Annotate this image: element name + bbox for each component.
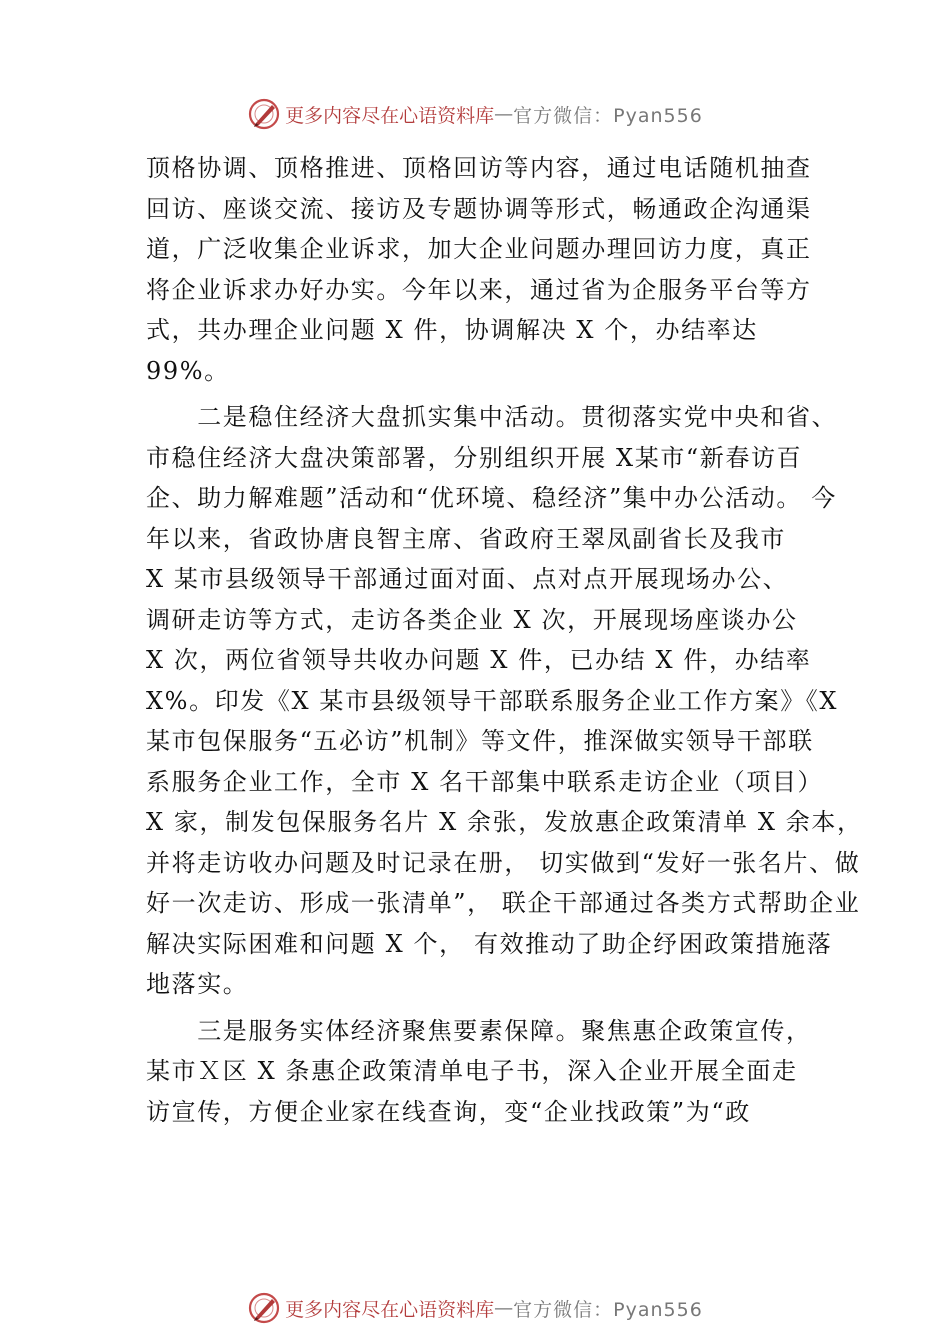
text-line: 解决实际困难和问题 X 个， 有效推动了助企纾困政策措施落 <box>146 929 833 958</box>
text-line: 系服务企业工作，全市 X 名干部集中联系走访企业（项目） <box>146 767 824 796</box>
pen-seal-icon <box>247 1291 281 1325</box>
text-line: X 某市县级领导干部通过面对面、点对点开展现场办公、 <box>146 565 789 593</box>
watermark-separator: — <box>494 103 514 125</box>
text-line: 顶格协调、顶格推进、顶格回访等内容，通过电话随机抽查 <box>146 154 812 182</box>
text-line: 道，广泛收集企业诉求，加大企业问题办理回访力度，真正 <box>146 235 812 263</box>
text-line: 调研走访等方式，走访各类企业 X 次，开展现场座谈办公 <box>146 605 798 634</box>
paragraph-start-line: 二是稳住经济大盘抓实集中活动。贯彻落实党中央和省、 <box>146 403 838 431</box>
text-line: X 家，制发包保服务名片 X 余张，发放惠企政策清单 X 余本， <box>146 808 863 836</box>
text-line: 99%。 <box>146 356 230 385</box>
document-body <box>146 148 863 1132</box>
watermark-contact: 官方微信：Pyan556 <box>513 1298 703 1321</box>
paragraph-start-line: 三是服务实体经济聚焦要素保障。聚焦惠企政策宣传， <box>146 1016 812 1045</box>
watermark-separator: — <box>494 1297 514 1319</box>
text-line: X 次，两位省领导共收办问题 X 件，已办结 X 件，办结率 <box>146 646 812 674</box>
text-line: 地落实。 <box>146 970 249 998</box>
text-line: 好一次走访、形成一张清单”， 联企干部通过各类方式帮助企业 <box>146 889 861 917</box>
text-line: 访宣传，方便企业家在线查询，变“企业找政策”为“政 <box>146 1097 751 1126</box>
text-line: 式，共办理企业问题 X 件，协调解决 X 个，办结率达 <box>146 316 758 344</box>
text-line: 某市Ｘ区 X 条惠企政策清单电子书，深入企业开展全面走 <box>146 1057 798 1085</box>
text-line: 回访、座谈交流、接访及专题协调等形式，畅通政企沟通渠 <box>146 194 812 223</box>
pen-seal-icon <box>247 97 281 131</box>
watermark-contact: 官方微信：Pyan556 <box>513 104 703 127</box>
header-watermark <box>0 94 950 134</box>
text-line: 年以来，省政协唐良智主席、省政府王翠凤副省长及我市 <box>146 524 786 553</box>
text-line: 市稳住经济大盘决策部署，分别组织开展 X某市“新春访百 <box>146 443 803 472</box>
text-line: X%。印发《X 某市县级领导干部联系服务企业工作方案》《X <box>146 686 839 715</box>
watermark-brand: 更多内容尽在心语资料库 <box>285 104 495 127</box>
watermark-brand: 更多内容尽在心语资料库 <box>285 1298 495 1321</box>
text-line: 某市包保服务“五必访”机制》等文件，推深做实领导干部联 <box>146 727 814 755</box>
text-line: 企、助力解难题”活动和“优环境、稳经济”集中办公活动。 今 <box>146 484 837 512</box>
footer-watermark <box>0 1288 950 1328</box>
text-line: 将企业诉求办好办实。今年以来，通过省为企服务平台等方 <box>146 275 812 304</box>
text-line: 并将走访收办问题及时记录在册， 切实做到“发好一张名片、做 <box>146 848 861 877</box>
